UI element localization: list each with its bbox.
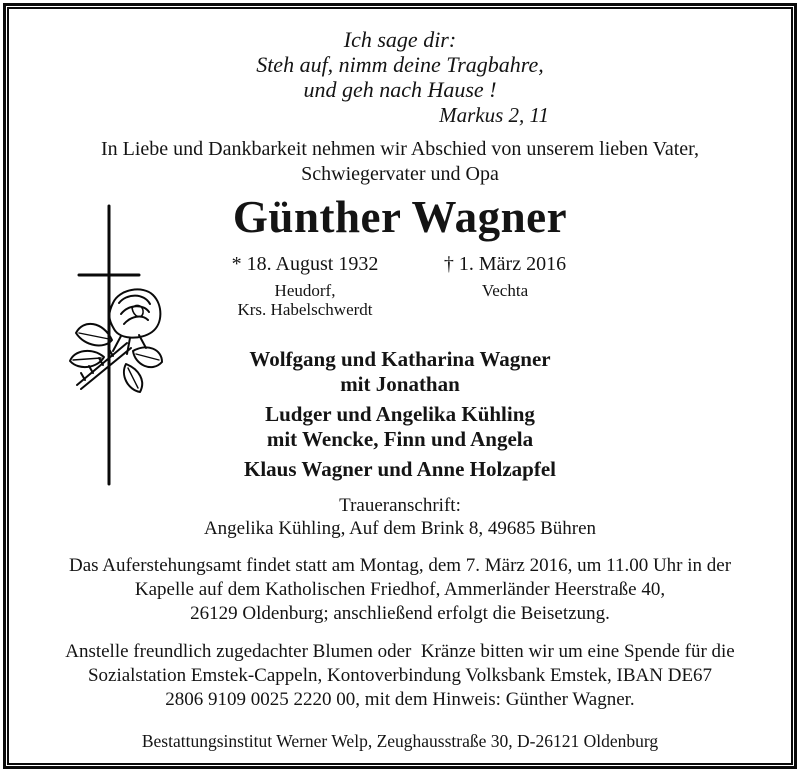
- mourner-line: mit Jonathan: [340, 372, 460, 396]
- inner-border: [7, 7, 793, 765]
- birth-symbol: *: [231, 253, 242, 275]
- donation-info-line: Anstelle freundlich zugedachter Blumen oder Kränze bitten wir um eine Spende für die: [65, 641, 735, 662]
- quote-source: Markus 2, 11: [439, 103, 549, 127]
- death-column: [410, 252, 600, 319]
- quote-line: und geh nach Hause !: [303, 77, 497, 102]
- condolence-address: [9, 494, 791, 540]
- intro-line: In Liebe und Dankbarkeit nehmen wir Abschied von unserem lieben Vater,: [100, 138, 700, 160]
- birth-column: [200, 252, 410, 319]
- donation-info: [9, 640, 791, 712]
- death-place: [410, 281, 600, 300]
- service-info-line: Kapelle auf dem Katholischen Friedhof, Ammerländer Heerstraße 40,: [134, 579, 666, 600]
- deceased-name: Günther Wagner: [232, 192, 568, 242]
- mourner-line: mit Wencke, Finn und Angela: [266, 427, 534, 451]
- funeral-home-credit: Bestattungsinstitut Werner Welp, Zeughausstraße 30, D-26121 Oldenburg: [141, 731, 659, 751]
- obituary-content: [9, 9, 791, 712]
- intro-text: [9, 137, 791, 187]
- quote-line: Ich sage dir:: [343, 27, 457, 52]
- intro-line: Schwiegervater und Opa: [301, 163, 499, 185]
- death-symbol: †: [443, 253, 454, 275]
- birth-place-line: Heudorf,: [274, 281, 336, 300]
- condolence-label: Traueranschrift:: [339, 495, 461, 516]
- outer-border: [3, 3, 797, 769]
- birth-place-line: Krs. Habelschwerdt: [237, 300, 373, 319]
- death-date-text: 1. März 2016: [458, 253, 567, 275]
- donation-info-line: Sozialstation Emstek-Cappeln, Kontoverbindung Volksbank Emstek, IBAN DE67: [87, 665, 713, 686]
- death-date: [410, 252, 600, 276]
- life-dates: [9, 252, 791, 319]
- quote-line: Steh auf, nimm deine Tragbahre,: [256, 52, 544, 77]
- service-info-line: Das Auferstehungsamt findet statt am Montag, dem 7. März 2016, um 11.00 Uhr in der: [68, 555, 732, 576]
- birth-date: [200, 252, 410, 276]
- condolence-address-line: Angelika Kühling, Auf dem Brink 8, 49685 Bühren: [203, 518, 597, 539]
- birth-date-text: 18. August 1932: [246, 253, 379, 275]
- service-info: [9, 554, 791, 626]
- mourner-line: Ludger und Angelika Kühling: [265, 402, 535, 426]
- donation-info-line: 2806 9109 0025 2220 00, mit dem Hinweis: Günther Wagner.: [165, 689, 635, 710]
- mourners-list: [9, 347, 791, 482]
- service-info-line: 26129 Oldenburg; anschließend erfolgt die Beisetzung.: [190, 603, 610, 624]
- birth-place: [200, 281, 410, 319]
- mourner-line: Wolfgang und Katharina Wagner: [249, 347, 551, 371]
- mourner-line: Klaus Wagner und Anne Holzapfel: [244, 457, 556, 481]
- scripture-quote: [9, 27, 791, 102]
- death-place-line: Vechta: [481, 281, 529, 300]
